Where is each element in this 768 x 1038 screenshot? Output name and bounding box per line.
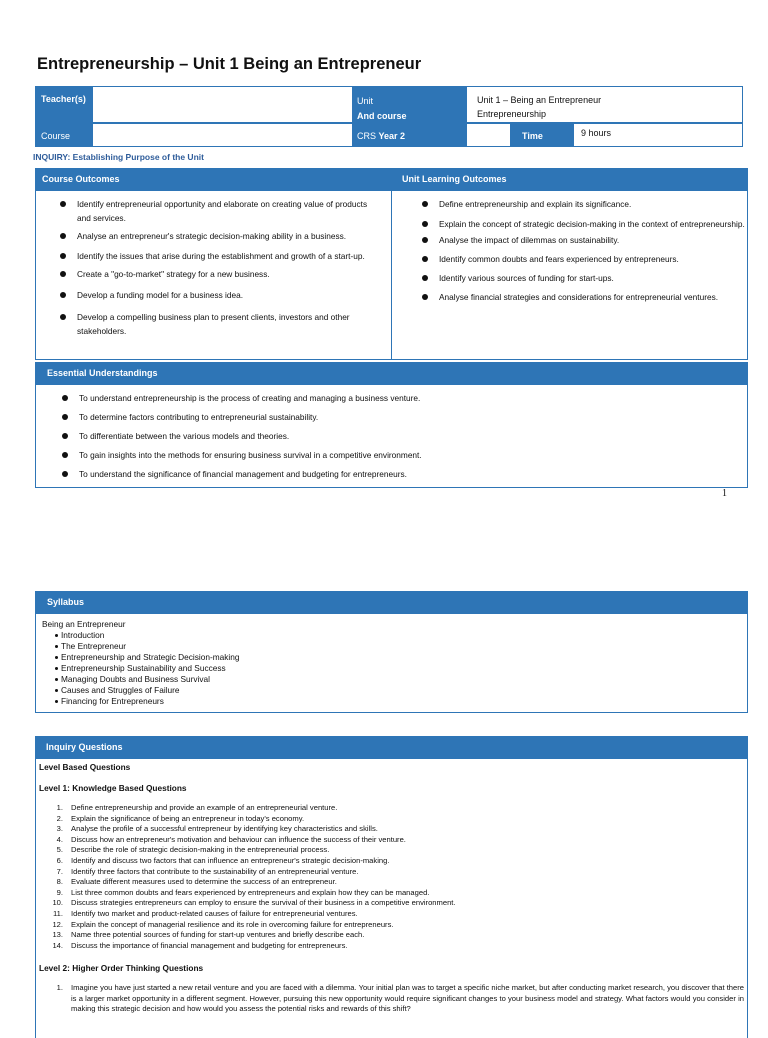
list-item: Define entrepreneurship and explain its significance. [439, 197, 745, 211]
syllabus-title: Being an Entrepreneur [42, 619, 126, 629]
list-item: 10. Discuss strategies entrepreneurs can employ to ensure the survival of their business in a competitive environment. [52, 898, 456, 908]
list-item: Analyse an entrepreneur's strategic decision-making ability in a business. [77, 229, 383, 243]
unit-learning-outcomes-heading: Unit Learning Outcomes [402, 174, 507, 184]
syllabus-box [35, 613, 748, 713]
page-title: Entrepreneurship – Unit 1 Being an Entrepreneur [37, 55, 422, 73]
list-item: 12. Explain the concept of managerial resilience and its role in overcoming failure for entrepreneurs. [52, 919, 394, 929]
list-item: Develop a funding model for a business idea. [77, 288, 383, 302]
list-item: Managing Doubts and Business Survival [55, 674, 239, 685]
time-value: 9 hours [573, 123, 743, 147]
list-item: Introduction [55, 630, 239, 641]
syllabus-list [42, 630, 239, 707]
list-item: Identify entrepreneurial opportunity and elaborate on creating value of products and services. [77, 197, 383, 225]
course-outcomes-heading: Course Outcomes [42, 174, 120, 184]
list-item: Identify common doubts and fears experienced by entrepreneurs. [439, 252, 745, 266]
outcomes-header-bar [35, 168, 748, 190]
essential-understandings-heading: Essential Understandings [35, 362, 748, 384]
course-name-value: Entrepreneurship [477, 109, 547, 119]
list-item: To differentiate between the various models and theories. [79, 429, 729, 443]
page-number: 1 [722, 488, 727, 499]
list-item: Develop a compelling business plan to present clients, investors and other stakeholders. [77, 310, 383, 338]
crs-year: Year 2 [378, 131, 406, 141]
list-item: Identify the issues that arise during the establishment and growth of a start-up. [77, 249, 383, 263]
list-item: 13. Name three potential sources of funding for start-up ventures and briefly describe each. [52, 930, 365, 940]
level-2-heading: Level 2: Higher Order Thinking Questions [39, 963, 204, 973]
syllabus-content [42, 619, 239, 707]
list-item: 1. Imagine you have just started a new retail venture and you are faced with a dilemma. Your initial plan was to target a specific niche market, but after conducting market research, you discover that there is a larger market opportunity in a different segment. However, pursuing this new opportunity would require significant changes to your business model and strategy. What factors would you consider in making this strategic decision and how would you assess the potential risks and rewards of this shift? [56, 983, 744, 1014]
essential-understandings-list [79, 391, 729, 481]
teachers-value [92, 86, 385, 123]
course-outcomes-box [35, 190, 392, 360]
list-item: Create a "go-to-market" strategy for a new business. [77, 267, 383, 281]
list-item: 14. Discuss the importance of financial management and budgeting for entrepreneurs. [52, 940, 348, 950]
list-item: 6. Identify and discuss two factors that can influence an entrepreneur's strategic decision-making. [56, 855, 390, 865]
list-item: Causes and Struggles of Failure [55, 685, 239, 696]
inquiry-questions-box [35, 758, 748, 1038]
list-item: 9. List three common doubts and fears experienced by entrepreneurs and explain how they can be managed. [56, 887, 430, 897]
unit-course-label [352, 86, 466, 123]
unit-label: Unit [357, 96, 374, 106]
level-1-questions [39, 803, 739, 951]
list-item: Identify various sources of funding for start-ups. [439, 271, 745, 285]
list-item: 2. Explain the significance of being an entrepreneur in today's economy. [56, 813, 305, 823]
course-value [92, 123, 385, 147]
list-item: Entrepreneurship Sustainability and Success [55, 663, 239, 674]
inquiry-questions-heading: Inquiry Questions [35, 736, 748, 758]
list-item: The Entrepreneur [55, 641, 239, 652]
time-label: Time [511, 123, 573, 147]
list-item: 4. Discuss how an entrepreneur's motivation and behaviour can influence the success of their venture. [56, 834, 406, 844]
list-item: Entrepreneurship and Strategic Decision-making [55, 652, 239, 663]
list-item: 7. Identify three factors that contribute to the sustainability of an entrepreneurial venture. [56, 866, 359, 876]
list-item: 1. Define entrepreneurship and provide an example of an entrepreneurial venture. [56, 803, 338, 812]
crs-year-label [352, 123, 466, 147]
and-course-label: And course [357, 111, 407, 121]
list-item: 8. Evaluate different measures used to determine the success of an entrepreneur. [56, 877, 337, 887]
list-item: Financing for Entrepreneurs [55, 696, 239, 707]
inquiry-heading: INQUIRY: Establishing Purpose of the Unit [33, 152, 204, 162]
teachers-label: Teacher(s) [35, 86, 92, 123]
level-based-heading: Level Based Questions [39, 762, 131, 772]
list-item: To understand the significance of financial management and budgeting for entrepreneurs. [79, 467, 729, 481]
unit-header-table [35, 86, 743, 147]
list-item: Analyse financial strategies and considerations for entrepreneurial ventures. [439, 290, 745, 304]
list-item: Analyse the impact of dilemmas on sustainability. [439, 233, 745, 247]
list-item: To determine factors contributing to entrepreneurial sustainability. [79, 410, 729, 424]
list-item: To understand entrepreneurship is the process of creating and managing a business venture. [79, 391, 729, 405]
level-1-heading: Level 1: Knowledge Based Questions [39, 783, 187, 793]
list-item: To gain insights into the methods for ensuring business survival in a competitive environment. [79, 448, 729, 462]
unit-course-value [466, 86, 743, 123]
crs-prefix: CRS [357, 131, 377, 141]
crs-value [466, 123, 511, 147]
list-item: Explain the concept of strategic decision-making in the context of entrepreneurship. [439, 219, 745, 229]
unit-learning-outcomes-box [391, 190, 748, 360]
unit-learning-outcomes-list [439, 197, 745, 304]
unit-value: Unit 1 – Being an Entrepreneur [477, 95, 602, 105]
course-outcomes-list [77, 197, 383, 338]
list-item: 11. Identify two market and product-related causes of failure for entrepreneurial ventures. [53, 908, 358, 918]
essential-understandings-box [35, 384, 748, 488]
syllabus-heading: Syllabus [35, 591, 748, 613]
list-item: 3. Analyse the profile of a successful entrepreneur by identifying key characteristics and skills. [56, 824, 378, 834]
course-label: Course [35, 123, 92, 147]
list-item: 5. Describe the role of strategic decision-making in the entrepreneurial process. [56, 845, 330, 855]
level-2-questions [39, 983, 744, 1015]
